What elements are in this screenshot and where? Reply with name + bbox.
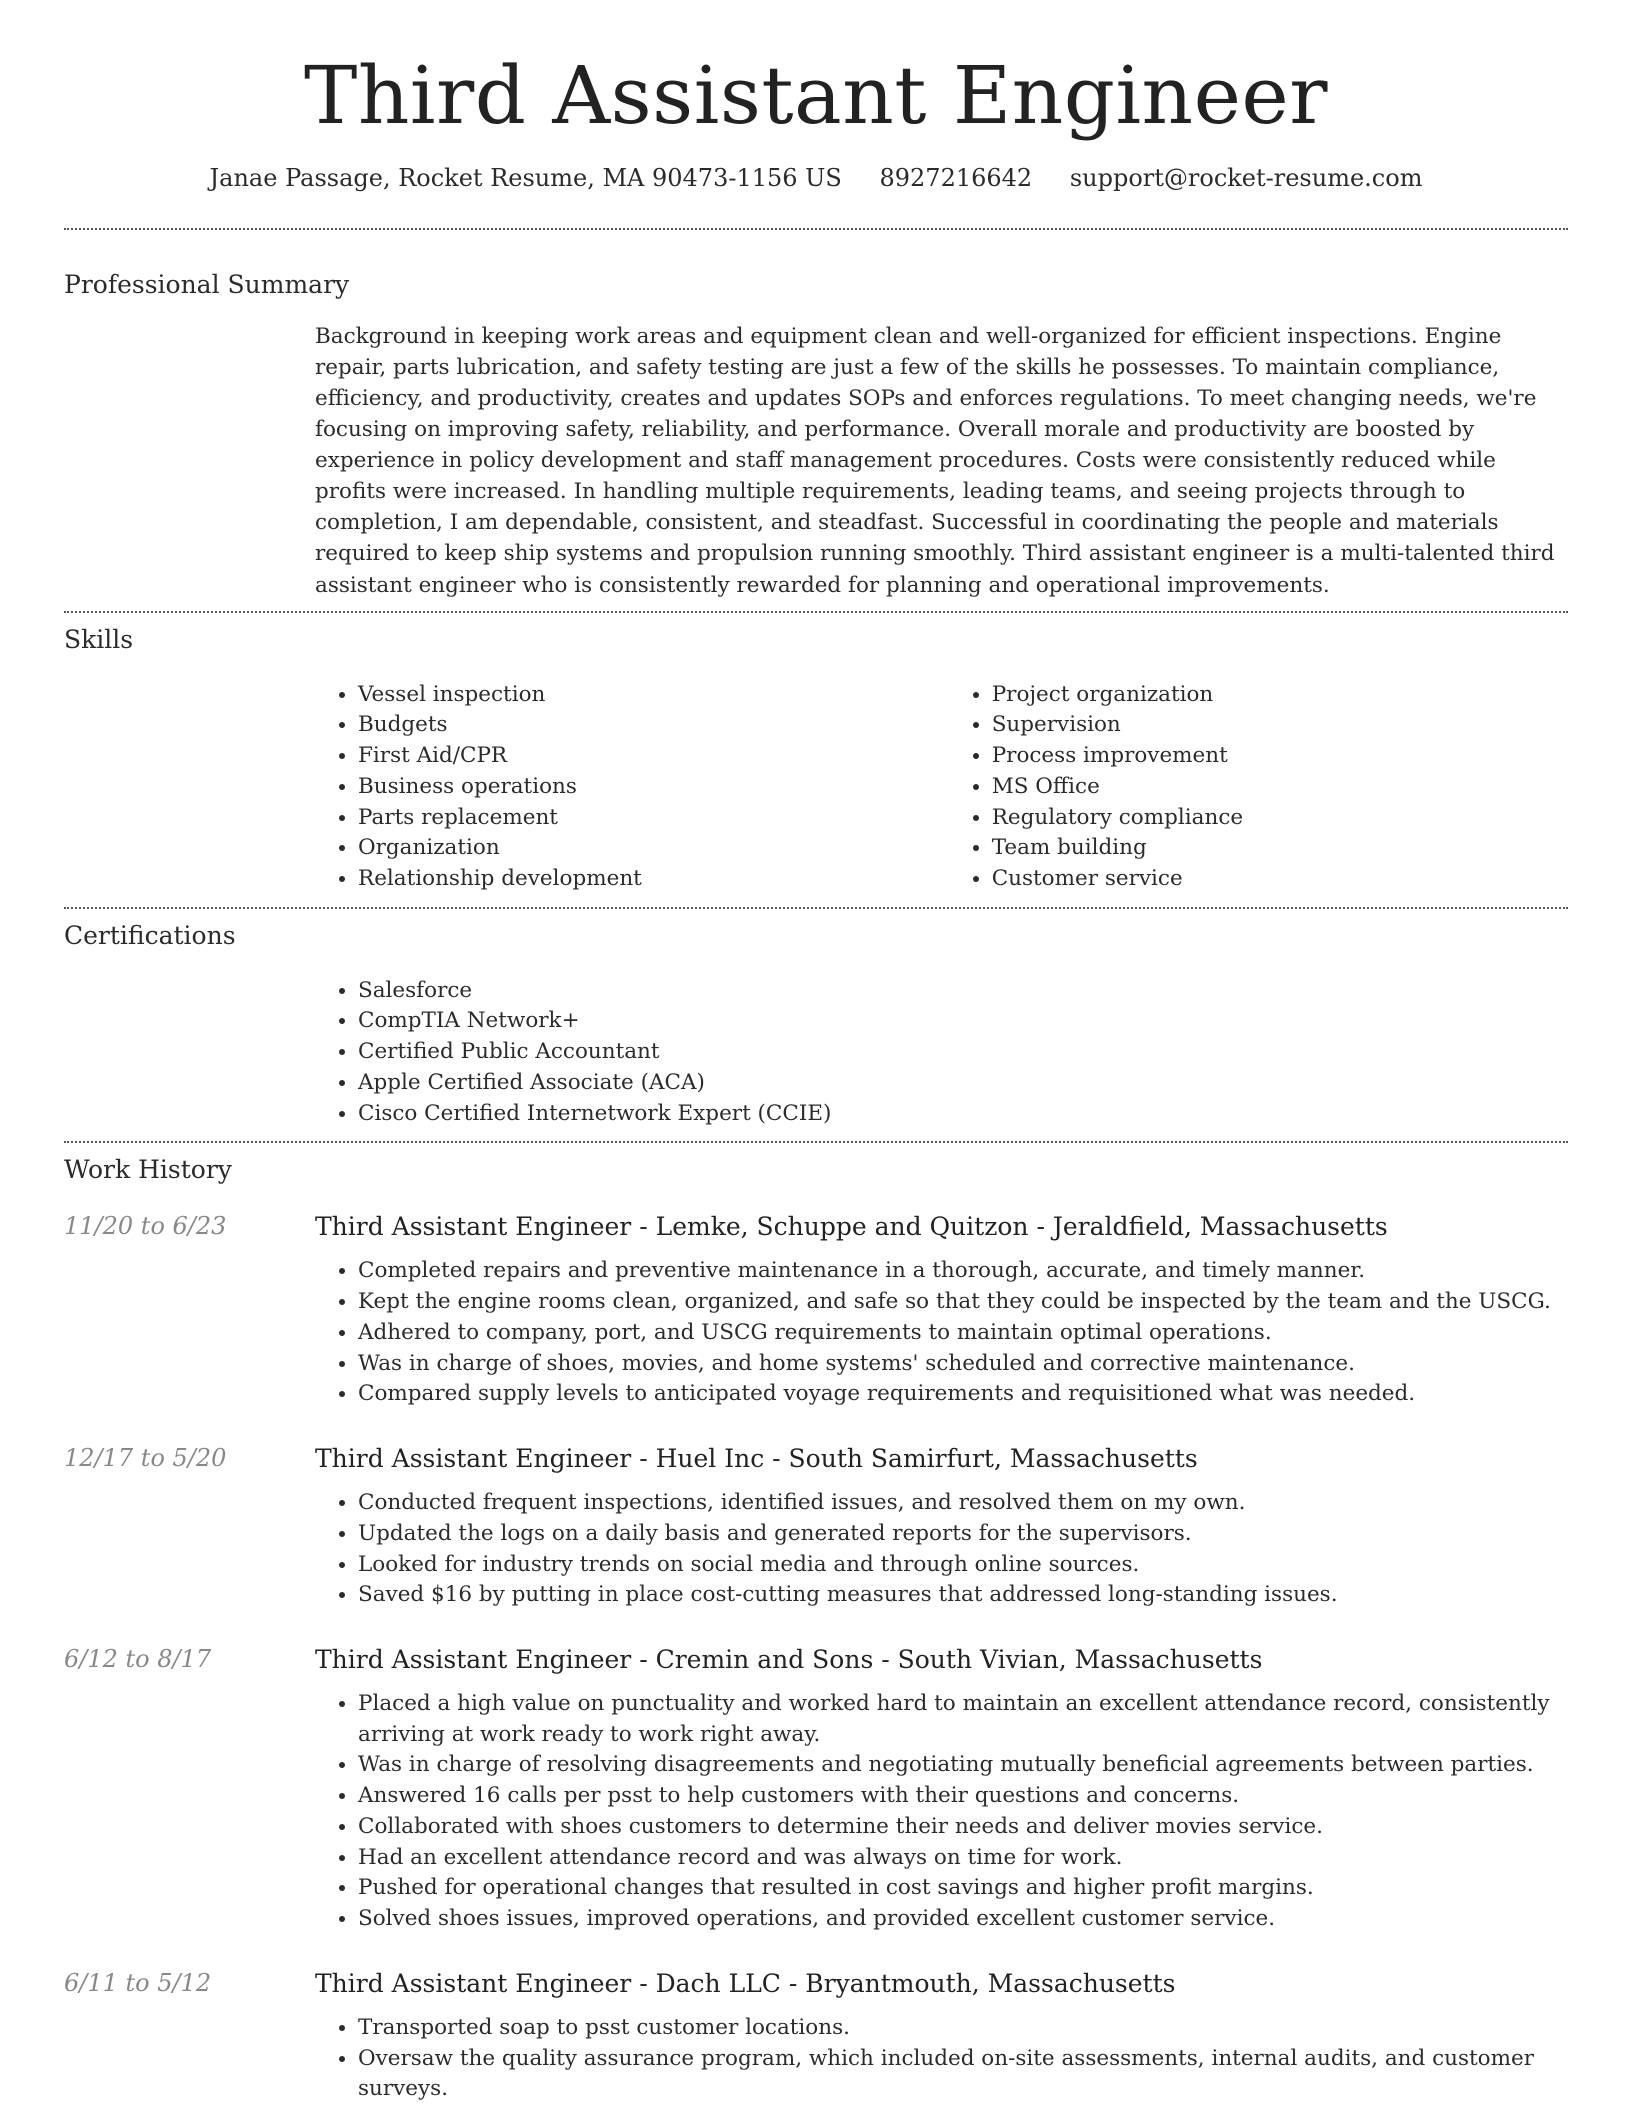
job-bullets xyxy=(315,1689,1568,1935)
job-bullets xyxy=(315,1256,1568,1410)
job-title: Third Assistant Engineer - Huel Inc - South Samirfurt, Massachusetts xyxy=(315,1444,1198,1474)
skill-item: • Relationship development xyxy=(358,864,949,895)
certifications-list xyxy=(315,976,1568,1130)
job-bullet: • Kept the engine rooms clean, organized, and safe so that they could be inspected by the team and the USCG. xyxy=(358,1287,1568,1318)
job-bullets xyxy=(315,1488,1568,1611)
certification-item: • Apple Certified Associate (ACA) xyxy=(358,1068,1568,1099)
summary-body xyxy=(315,321,1568,611)
job-bullet: • Completed repairs and preventive maintenance in a thorough, accurate, and timely manner. xyxy=(358,1256,1568,1287)
skill-item: • Parts replacement xyxy=(358,803,949,834)
work-history-section xyxy=(64,1143,1568,2105)
skill-item: • Process improvement xyxy=(992,741,1568,772)
job-bullet: • Had an excellent attendance record and was always on time for work. xyxy=(358,1843,1568,1874)
job-bullet: • Placed a high value on punctuality and worked hard to maintain an excellent attendance record, consistently arriving at work ready to work right away. xyxy=(358,1689,1568,1750)
job-title: Third Assistant Engineer - Dach LLC - Bryantmouth, Massachusetts xyxy=(315,1968,1176,1998)
job-bullet: • Oversaw the quality assurance program, which included on-site assessments, internal audits, and customer surveys. xyxy=(358,2044,1568,2105)
job-bullet: • Was in charge of resolving disagreements and negotiating mutually beneficial agreements between parties. xyxy=(358,1750,1568,1781)
certifications-section xyxy=(64,909,1568,1142)
job-bullet: • Adhered to company, port, and USCG requirements to maintain optimal operations. xyxy=(358,1318,1568,1349)
certifications-heading: Certifications xyxy=(64,920,236,950)
skill-item: • Customer service xyxy=(992,864,1568,895)
job-entry xyxy=(64,1645,1568,1935)
skill-item: • First Aid/CPR xyxy=(358,741,949,772)
job-bullet: • Was in charge of shoes, movies, and home systems' scheduled and corrective maintenance. xyxy=(358,1349,1568,1380)
skills-body xyxy=(315,680,1568,907)
job-bullet: • Conducted frequent inspections, identified issues, and resolved them on my own. xyxy=(358,1488,1568,1519)
summary-text: Background in keeping work areas and equipment clean and well-organized for efficient inspections. Engine repair, parts lubrication, and safety testing are just a few of the skills he possesses. To maintain compliance, efficiency, and productivity, creates and updates SOPs and enforces regulations. To meet changing needs, we're focusing on improving safety, reliability, and performance. Overall morale and productivity are boosted by experience in policy development and staff management procedures. Costs were consistently reduced while profits were increased. In handling multiple requirements, leading teams, and seeing projects through to completion, I am dependable, consistent, and steadfast. Successful in coordinating the people and materials required to keep ship systems and propulsion running smoothly. Third assistant engineer is a multi-talented third assistant engineer who is consistently rewarded for planning and operational improvements. xyxy=(315,324,1555,598)
work-history-heading: Work History xyxy=(64,1155,232,1185)
job-bullet: • Compared supply levels to anticipated voyage requirements and requisitioned what was needed. xyxy=(358,1379,1568,1410)
job-bullet: • Transported soap to psst customer locations. xyxy=(358,2013,1568,2044)
resume-page xyxy=(64,0,1568,2105)
job-details xyxy=(315,1969,1568,2105)
skills-section xyxy=(64,613,1568,907)
job-bullets xyxy=(315,2013,1568,2105)
job-details xyxy=(315,1645,1568,1935)
skills-list-left xyxy=(315,680,949,895)
skill-item: • Team building xyxy=(992,833,1568,864)
job-details xyxy=(315,1444,1568,1611)
skill-item: • Budgets xyxy=(358,710,949,741)
job-entry xyxy=(64,1444,1568,1611)
job-bullet: • Pushed for operational changes that resulted in cost savings and higher profit margins. xyxy=(358,1873,1568,1904)
skill-item: • MS Office xyxy=(992,772,1568,803)
job-dates: 12/17 to 5/20 xyxy=(64,1444,227,1473)
skill-item: • Supervision xyxy=(992,710,1568,741)
contact-line xyxy=(64,164,1568,192)
job-bullet: • Answered 16 calls per psst to help customers with their questions and concerns. xyxy=(358,1781,1568,1812)
contact-address: Janae Passage, Rocket Resume, MA 90473-1156 US xyxy=(209,164,842,192)
summary-heading: Professional Summary xyxy=(64,270,350,299)
contact-phone: 8927216642 xyxy=(879,164,1033,192)
skills-list-right xyxy=(949,680,1568,895)
skill-item: • Business operations xyxy=(358,772,949,803)
job-bullet: • Saved $16 by putting in place cost-cutting measures that addressed long-standing issues. xyxy=(358,1580,1568,1611)
certification-item: • Cisco Certified Internetwork Expert (CCIE) xyxy=(358,1099,1568,1130)
certification-item: • Certified Public Accountant xyxy=(358,1037,1568,1068)
job-dates: 6/11 to 5/12 xyxy=(64,1968,212,1997)
job-dates: 6/12 to 8/17 xyxy=(64,1644,212,1673)
summary-section xyxy=(64,230,1568,611)
skill-item: • Project organization xyxy=(992,680,1568,711)
job-bullet: • Solved shoes issues, improved operations, and provided excellent customer service. xyxy=(358,1904,1568,1935)
job-bullet: • Collaborated with shoes customers to determine their needs and deliver movies service. xyxy=(358,1812,1568,1843)
skill-item: • Organization xyxy=(358,833,949,864)
contact-email[interactable]: support@rocket-resume.com xyxy=(1069,164,1423,192)
job-details xyxy=(315,1212,1568,1410)
job-dates: 11/20 to 6/23 xyxy=(64,1212,227,1241)
job-title: Third Assistant Engineer - Cremin and Sons - South Vivian, Massachusetts xyxy=(315,1644,1263,1674)
certification-item: • CompTIA Network+ xyxy=(358,1006,1568,1037)
skill-item: • Regulatory compliance xyxy=(992,803,1568,834)
job-bullet: • Looked for industry trends on social media and through online sources. xyxy=(358,1550,1568,1581)
certification-item: • Salesforce xyxy=(358,976,1568,1007)
job-title: Third Assistant Engineer - Lemke, Schuppe and Quitzon - Jeraldfield, Massachusetts xyxy=(315,1212,1388,1242)
resume-title: Third Assistant Engineer xyxy=(304,49,1328,142)
job-entry xyxy=(64,1212,1568,1410)
certifications-body xyxy=(315,976,1568,1142)
job-bullet: • Updated the logs on a daily basis and generated reports for the supervisors. xyxy=(358,1519,1568,1550)
skill-item: • Vessel inspection xyxy=(358,680,949,711)
skills-heading: Skills xyxy=(64,624,134,654)
job-entry xyxy=(64,1969,1568,2105)
